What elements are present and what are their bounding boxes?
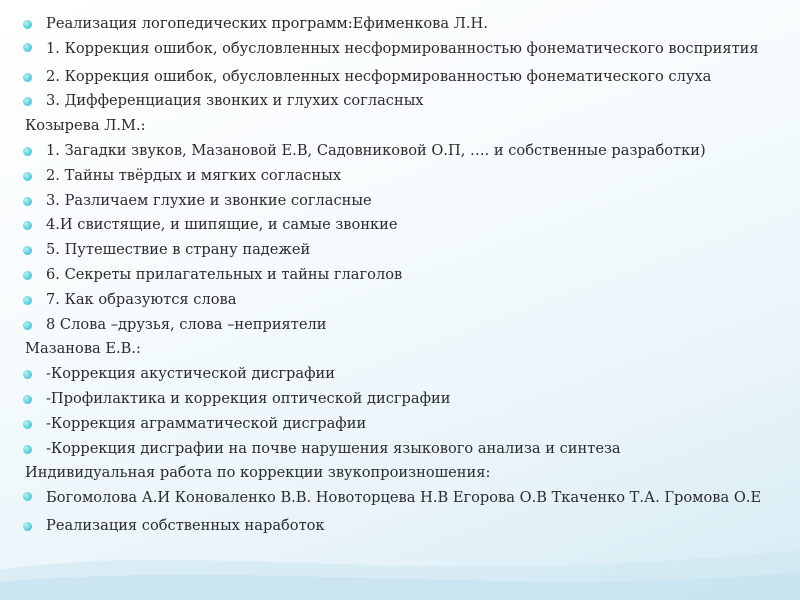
bullet-icon [23, 147, 32, 156]
bullet-icon [23, 246, 32, 255]
list-item [22, 37, 762, 65]
bullet-icon [23, 20, 32, 29]
section-heading [22, 337, 762, 362]
bullet-icon [23, 522, 32, 531]
bullet-icon [23, 73, 32, 82]
list-item-text: Мазанова Е.В.: [25, 340, 141, 358]
list-item-text: 3. Дифференциация звонких и глухих согласных [46, 92, 424, 110]
list-item [22, 139, 762, 164]
list-item-text: 7. Как образуются слова [46, 290, 237, 308]
list-item-text: 1. Загадки звуков, Мазановой Е.В, Садовниковой О.П, …. и собственные разработки) [46, 141, 706, 159]
bullet-icon [23, 321, 32, 330]
list-item [22, 12, 762, 37]
list-item-text: 6. Секреты прилагательных и тайны глаголов [46, 265, 403, 283]
bullet-icon [23, 43, 32, 52]
list-item [22, 238, 762, 263]
list-item-text: Реализация собственных наработок [46, 516, 325, 534]
list-item [22, 486, 762, 514]
list-item-text: 2. Коррекция ошибок, обусловленных несформированностью фонематического слуха [46, 67, 712, 85]
list-item [22, 437, 762, 462]
list-item-text: 8 Слова –друзья, слова –неприятели [46, 315, 327, 333]
list-item [22, 65, 762, 90]
list-item-text: 3. Различаем глухие и звонкие согласные [46, 191, 372, 209]
section-heading [22, 461, 762, 486]
bullet-icon [23, 370, 32, 379]
list-item [22, 189, 762, 214]
list-item-text: -Коррекция акустической дисграфии [46, 365, 335, 383]
bullet-icon [23, 445, 32, 454]
list-item [22, 213, 762, 238]
bullet-icon [23, 221, 32, 230]
bullet-icon [23, 172, 32, 181]
bullet-icon [23, 395, 32, 404]
list-item-text: Индивидуальная работа по коррекции звукопроизношения: [25, 464, 491, 482]
list-item-text: Козырева Л.М.: [25, 117, 146, 135]
list-item [22, 362, 762, 387]
list-item-text: 2. Тайны твёрдых и мягких согласных [46, 166, 342, 184]
list-item-text: Реализация логопедических программ:Ефименкова Л.Н. [46, 15, 488, 32]
list-item [22, 89, 762, 114]
list-item-text: -Профилактика и коррекция оптической дисграфии [46, 389, 451, 407]
list-item [22, 263, 762, 288]
list-item [22, 288, 762, 313]
bullet-list [22, 12, 762, 539]
list-item [22, 412, 762, 437]
section-heading [22, 114, 762, 139]
list-item-text: Богомолова А.И Коноваленко В.В. Новоторцева Н.В Егорова О.В Ткаченко Т.А. Громова О.Е [46, 489, 762, 507]
list-item-text: 1. Коррекция ошибок, обусловленных несформированностью фонематического восприятия [46, 39, 759, 57]
bullet-icon [23, 271, 32, 280]
bullet-icon [23, 296, 32, 305]
bullet-icon [23, 197, 32, 206]
bullet-icon [23, 420, 32, 429]
list-item-text: 5. Путешествие в страну падежей [46, 241, 311, 259]
bullet-icon [23, 492, 32, 501]
list-item-text: 4.И свистящие, и шипящие, и самые звонкие [46, 216, 398, 234]
list-item [22, 514, 762, 539]
list-item-text: -Коррекция дисграфии на почве нарушения языкового анализа и синтеза [46, 439, 621, 457]
list-item [22, 164, 762, 189]
list-item [22, 387, 762, 412]
list-item [22, 313, 762, 338]
bullet-icon [23, 97, 32, 106]
list-item-text: -Коррекция аграмматической дисграфии [46, 414, 367, 432]
